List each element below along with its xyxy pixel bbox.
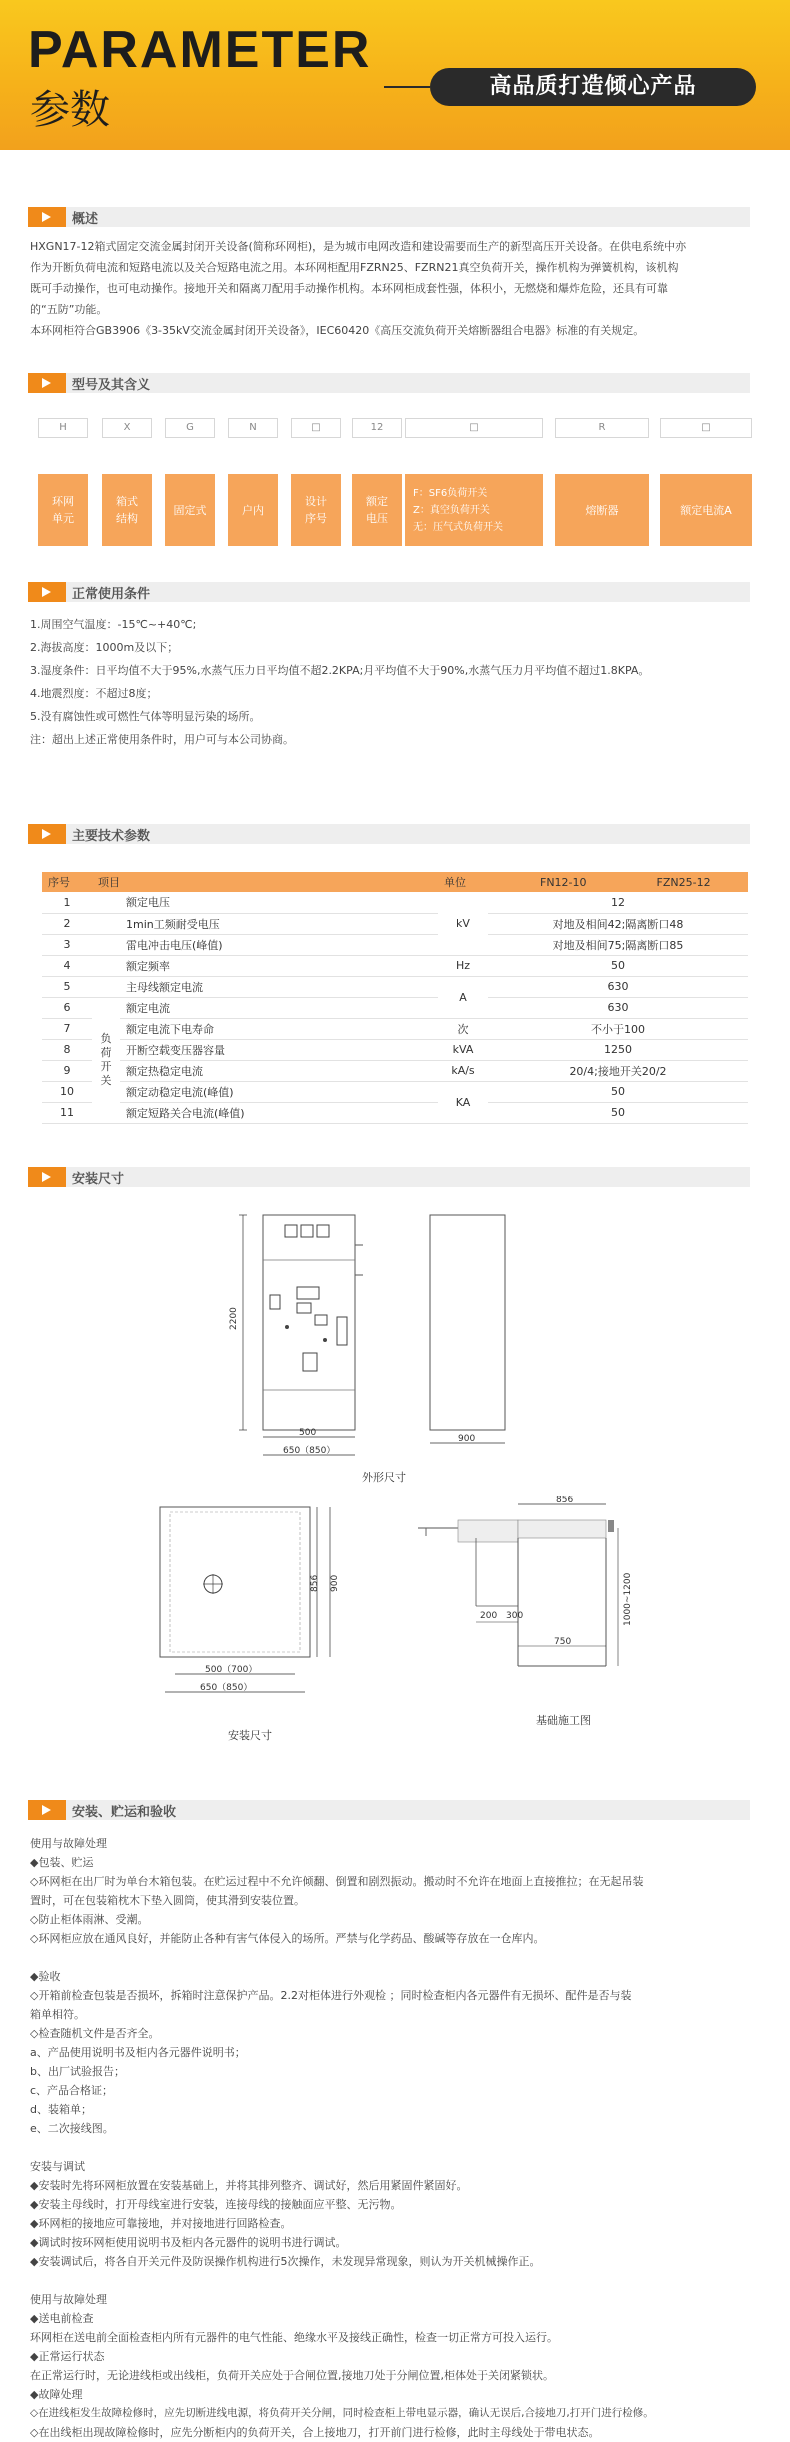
text-line: 既可手动操作，也可电动操作。接地开关和隔离刀配用手动操作机构。本环网柜成套性强，体积小，无燃烧和爆炸危险，还具有可靠 <box>30 282 668 295</box>
svg-text:2200: 2200 <box>229 1307 239 1330</box>
svg-text:300: 300 <box>506 1611 524 1621</box>
play-arrow-icon <box>28 1800 66 1820</box>
plan-view-drawing <box>145 1502 345 1712</box>
svg-text:900: 900 <box>458 1434 476 1444</box>
section-title: 安装尺寸 <box>72 1172 125 1187</box>
text-line: 注：超出上述正常使用条件时，用户可与本公司协商。 <box>30 733 294 746</box>
col-header: 项目 <box>92 872 438 892</box>
text-line: ◆验收 <box>30 1970 61 1983</box>
section-header-install <box>28 1167 750 1187</box>
section-title: 正常使用条件 <box>72 587 151 602</box>
caption-install: 安装尺寸 <box>228 1729 272 1742</box>
code-box: 12 <box>352 418 402 438</box>
table-row: 4 额定频率 Hz 50 <box>42 955 748 976</box>
text-line: ◆故障处理 <box>30 2388 83 2401</box>
svg-text:650（850）: 650（850） <box>283 1446 336 1456</box>
section-title: 安装、贮运和验收 <box>72 1805 177 1820</box>
text-line: c、产品合格证； <box>30 2084 114 2097</box>
acceptance-text <box>30 1834 752 2442</box>
section-header-conditions <box>28 582 750 602</box>
text-line: 箱单相符。 <box>30 2008 85 2021</box>
svg-text:200: 200 <box>480 1611 498 1621</box>
code-box: G <box>165 418 215 438</box>
code-meaning: 箱式 结构 <box>102 474 152 546</box>
text-line: ◇环网柜在出厂时为单台木箱包装。在贮运过程中不允许倾翻、倒置和剧烈振动。搬动时不允许在地面上直接推拉；在无起吊装 <box>30 1875 644 1888</box>
text-line: 环网柜在送电前全面检查柜内所有元器件的电气性能、绝缘水平及接线正确性，检查一切正常方可投入运行。 <box>30 2331 558 2344</box>
text-line: e、二次接线图。 <box>30 2122 114 2135</box>
text-line: d、装箱单； <box>30 2103 92 2116</box>
play-arrow-icon <box>28 582 66 602</box>
code-meaning: 户内 <box>228 474 278 546</box>
section-title: 型号及其含义 <box>72 378 151 393</box>
play-arrow-icon <box>28 207 66 227</box>
text-line: ◆安装时先将环网柜放置在安装基础上，并将其排列整齐、调试好，然后用紧固件紧固好。 <box>30 2179 468 2192</box>
table-header-row <box>42 872 748 892</box>
text-line: 置时，可在包装箱枕木下垫入圆筒，使其滑到安装位置。 <box>30 1894 305 1907</box>
text-line: HXGN17-12箱式固定交流金属封闭开关设备(简称环网柜)，是为城市电网改造和建设需要而生产的新型高压开关设备。在供电系统中亦 <box>30 240 687 253</box>
text-line: ◆环网柜的接地应可靠接地，并对接地进行回路检查。 <box>30 2217 292 2230</box>
text-line: b、出厂试验报告； <box>30 2065 125 2078</box>
code-box: □ <box>291 418 341 438</box>
table-row: 6 负 荷 开 关 额定电流 630 <box>42 997 748 1018</box>
text-line: ◆包装、贮运 <box>30 1856 94 1869</box>
slogan-divider <box>384 86 430 88</box>
table-row: 7 额定电流下电寿命 次 不小于100 <box>42 1018 748 1039</box>
foundation-drawing <box>418 1496 638 1696</box>
text-line: 本环网柜符合GB3906《3-35kV交流金属封闭开关设备》，IEC60420《高压交流负荷开关熔断器组合电器》标准的有关规定。 <box>30 324 645 337</box>
svg-text:650（850）: 650（850） <box>200 1683 253 1693</box>
text-line: 4.地震烈度：不超过8度； <box>30 687 158 700</box>
code-box: □ <box>660 418 752 438</box>
section-header-acceptance <box>28 1800 750 1820</box>
slogan-badge: 高品质打造倾心产品 <box>430 68 756 106</box>
code-meaning: 环网 单元 <box>38 474 88 546</box>
side-view-drawing <box>420 1205 520 1465</box>
conditions-text <box>30 613 752 751</box>
text-line: ◇防止柜体雨淋、受潮。 <box>30 1913 149 1926</box>
code-meaning: 熔断器 <box>555 474 649 546</box>
svg-text:1000~1200: 1000~1200 <box>623 1572 633 1626</box>
text-line: ◆安装调试后，将各自开关元件及防误操作机构进行5次操作，未发现异常现象，则认为开关机械操作正。 <box>30 2255 541 2268</box>
code-box: H <box>38 418 88 438</box>
table-row: 2 1min工频耐受电压 对地及相间42;隔离断口48 <box>42 913 748 934</box>
code-box: X <box>102 418 152 438</box>
table-row: 10 额定动稳定电流(峰值) KA 50 <box>42 1081 748 1102</box>
group-label: 负 荷 开 关 <box>92 997 120 1123</box>
code-meaning: F：SF6负荷开关 Z：真空负荷开关 无：压气式负荷开关 <box>405 474 543 546</box>
code-box: N <box>228 418 278 438</box>
text-line: 使用与故障处理 <box>30 1837 107 1850</box>
play-arrow-icon <box>28 824 66 844</box>
table-row: 8 开断空载变压器容量 kVA 1250 <box>42 1039 748 1060</box>
code-box: R <box>555 418 649 438</box>
caption-foundation: 基础施工图 <box>536 1714 591 1727</box>
text-line: 3.湿度条件：日平均值不大于95%,水蒸气压力日平均值不超2.2KPA;月平均值不大于90%,水蒸气压力月平均值不超过1.8KPA。 <box>30 664 650 677</box>
text-line: ◇在进线柜发生故障检修时，应先切断进线电源，将负荷开关分闸，同时检查柜上带电显示器，确认无误后,合接地刀,打开门进行检修。 <box>30 2407 654 2419</box>
table-row: 1 额定电压 kV 12 <box>42 892 748 913</box>
text-line <box>30 1948 752 1967</box>
svg-text:750: 750 <box>554 1637 572 1647</box>
text-line: 作为开断负荷电流和短路电流以及关合短路电流之用。本环网柜配用FZRN25、FZRN21真空负荷开关，操作机构为弹簧机构，该机构 <box>30 261 679 274</box>
svg-text:500: 500 <box>299 1428 317 1438</box>
code-meaning: 额定电流A <box>660 474 752 546</box>
overview-text <box>30 236 752 341</box>
code-meaning: 设计 序号 <box>291 474 341 546</box>
tech-table <box>42 872 748 1124</box>
text-line: ◇环网柜应放在通风良好，并能防止各种有害气体侵入的场所。严禁与化学药品、酸碱等存放在一仓库内。 <box>30 1932 545 1945</box>
play-arrow-icon <box>28 373 66 393</box>
text-line: ◆送电前检查 <box>30 2312 94 2325</box>
table-row: 5 主母线额定电流 A 630 <box>42 976 748 997</box>
section-header-tech <box>28 824 750 844</box>
front-view-drawing <box>225 1205 375 1465</box>
text-line: ◇检查随机文件是否齐全。 <box>30 2027 160 2040</box>
text-line: 5.没有腐蚀性或可燃性气体等明显污染的场所。 <box>30 710 261 723</box>
code-meaning: 固定式 <box>165 474 215 546</box>
col-header: 单位 <box>438 872 488 892</box>
svg-text:856: 856 <box>310 1574 320 1592</box>
svg-text:900: 900 <box>330 1574 340 1592</box>
code-meaning: 额定 电压 <box>352 474 402 546</box>
col-header: 序号 <box>42 872 92 892</box>
text-line: 1.周围空气温度：-15℃~+40℃; <box>30 618 197 631</box>
svg-text:856: 856 <box>556 1496 574 1505</box>
page-title: PARAMETER <box>28 21 372 79</box>
text-line: 的“五防”功能。 <box>30 303 108 316</box>
text-line: ◆调试时按环网柜使用说明书及柜内各元器件的说明书进行调试。 <box>30 2236 347 2249</box>
text-line: 安装与调试 <box>30 2160 85 2173</box>
text-line: ◆正常运行状态 <box>30 2350 105 2363</box>
table-row: 9 额定热稳定电流 kA/s 20/4;接地开关20/2 <box>42 1060 748 1081</box>
text-line: ◆安装主母线时，打开母线室进行安装，连接母线的接触面应平整、无污物。 <box>30 2198 402 2211</box>
section-header-overview <box>28 207 750 227</box>
header-banner <box>0 0 790 150</box>
code-box: □ <box>405 418 543 438</box>
text-line: a、产品使用说明书及柜内各元器件说明书； <box>30 2046 246 2059</box>
text-line: 使用与故障处理 <box>30 2293 107 2306</box>
section-title: 概述 <box>72 212 99 227</box>
text-line <box>30 2271 752 2290</box>
page-subtitle: 参数 <box>30 87 110 133</box>
col-header: FN12-10 FZN25-12 <box>488 872 748 892</box>
text-line <box>30 2138 752 2157</box>
section-header-model <box>28 373 750 393</box>
svg-text:500（700）: 500（700） <box>205 1665 258 1675</box>
text-line: 2.海拔高度：1000m及以下； <box>30 641 179 654</box>
text-line: ◇开箱前检查包装是否损坏，拆箱时注意保护产品。2.2对柜体进行外观检 ；同时检查柜内各元器件有无损坏、配件是否与装 <box>30 1989 632 2002</box>
text-line: ◇在出线柜出现故障检修时，应先分断柜内的负荷开关，合上接地刀，打开前门进行检修，此时主母线处于带电状态。 <box>30 2426 600 2439</box>
table-row: 3 雷电冲击电压(峰值) 对地及相间75;隔离断口85 <box>42 934 748 955</box>
caption-outline: 外形尺寸 <box>362 1471 406 1484</box>
section-title: 主要技术参数 <box>72 829 151 844</box>
table-row: 11 额定短路关合电流(峰值) 50 <box>42 1102 748 1123</box>
play-arrow-icon <box>28 1167 66 1187</box>
text-line: 在正常运行时，无论进线柜或出线柜，负荷开关应处于合闸位置,接地刀处于分闸位置,柜体处于关闭紧锁状。 <box>30 2369 554 2382</box>
